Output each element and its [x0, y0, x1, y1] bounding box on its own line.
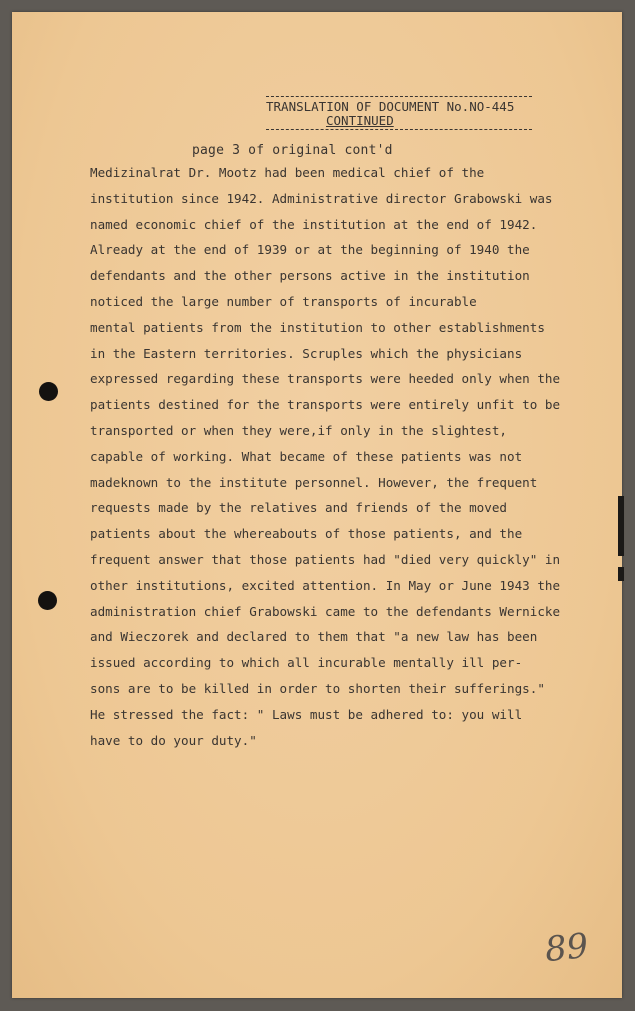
body-line: have to do your duty."	[90, 732, 257, 748]
body-line: requests made by the relatives and friends of the moved	[90, 500, 508, 516]
body-line: sons are to be killed in order to shorten their sufferings."	[90, 680, 545, 696]
body-line: Medizinalrat Dr. Mootz had been medical chief of the	[90, 165, 485, 180]
header-rule-bottom	[266, 129, 532, 130]
body-line: patients destined for the transports were entirely unfit to be	[90, 397, 561, 413]
body-line: and Wieczorek and declared to them that "a new law has been	[90, 629, 538, 645]
body-line: mental patients from the institution to other establishments	[90, 319, 545, 335]
body-line: patients about the whereabouts of those patients, and the	[90, 526, 523, 542]
body-line: named economic chief of the institution at the end of 1942.	[90, 216, 538, 232]
punch-hole-lower	[38, 591, 57, 610]
punch-hole-upper	[39, 382, 58, 401]
body-line: in the Eastern territories. Scruples which the physicians	[90, 345, 523, 361]
header-rule-top	[266, 96, 532, 97]
body-line: frequent answer that those patients had "died very quickly" in	[90, 551, 561, 567]
body-line: noticed the large number of transports of incurable	[90, 293, 477, 309]
body-line: transported or when they were,if only in the slightest,	[90, 422, 508, 438]
body-line: other institutions, excited attention. In May or June 1943 the	[90, 577, 561, 593]
body-line: capable of working. What became of these patients was not	[90, 448, 523, 464]
edge-tab-lower	[618, 567, 624, 581]
body-line: administration chief Grabowski came to the defendants Wernicke	[90, 603, 561, 619]
body-line: institution since 1942. Administrative director Grabowski was	[90, 190, 553, 206]
body-line: madeknown to the institute personnel. However, the frequent	[90, 474, 538, 490]
body-line: He stressed the fact: " Laws must be adhered to: you will	[90, 706, 523, 722]
handwritten-page-number: 89	[542, 925, 590, 971]
edge-tab-upper	[618, 496, 624, 556]
body-line: expressed regarding these transports were heeded only when the	[90, 371, 561, 387]
document-page	[12, 12, 622, 998]
header-title: TRANSLATION OF DOCUMENT No.NO-445	[266, 99, 515, 114]
body-line: Already at the end of 1939 or at the beginning of 1940 the	[90, 242, 530, 258]
body-line: defendants and the other persons active in the institution	[90, 268, 530, 284]
page-reference: page 3 of original cont'd	[192, 143, 393, 158]
body-text	[90, 160, 590, 753]
body-line: issued according to which all incurable mentally ill per-	[90, 655, 523, 671]
header-subtitle: CONTINUED	[326, 113, 394, 128]
document-header	[266, 96, 532, 130]
